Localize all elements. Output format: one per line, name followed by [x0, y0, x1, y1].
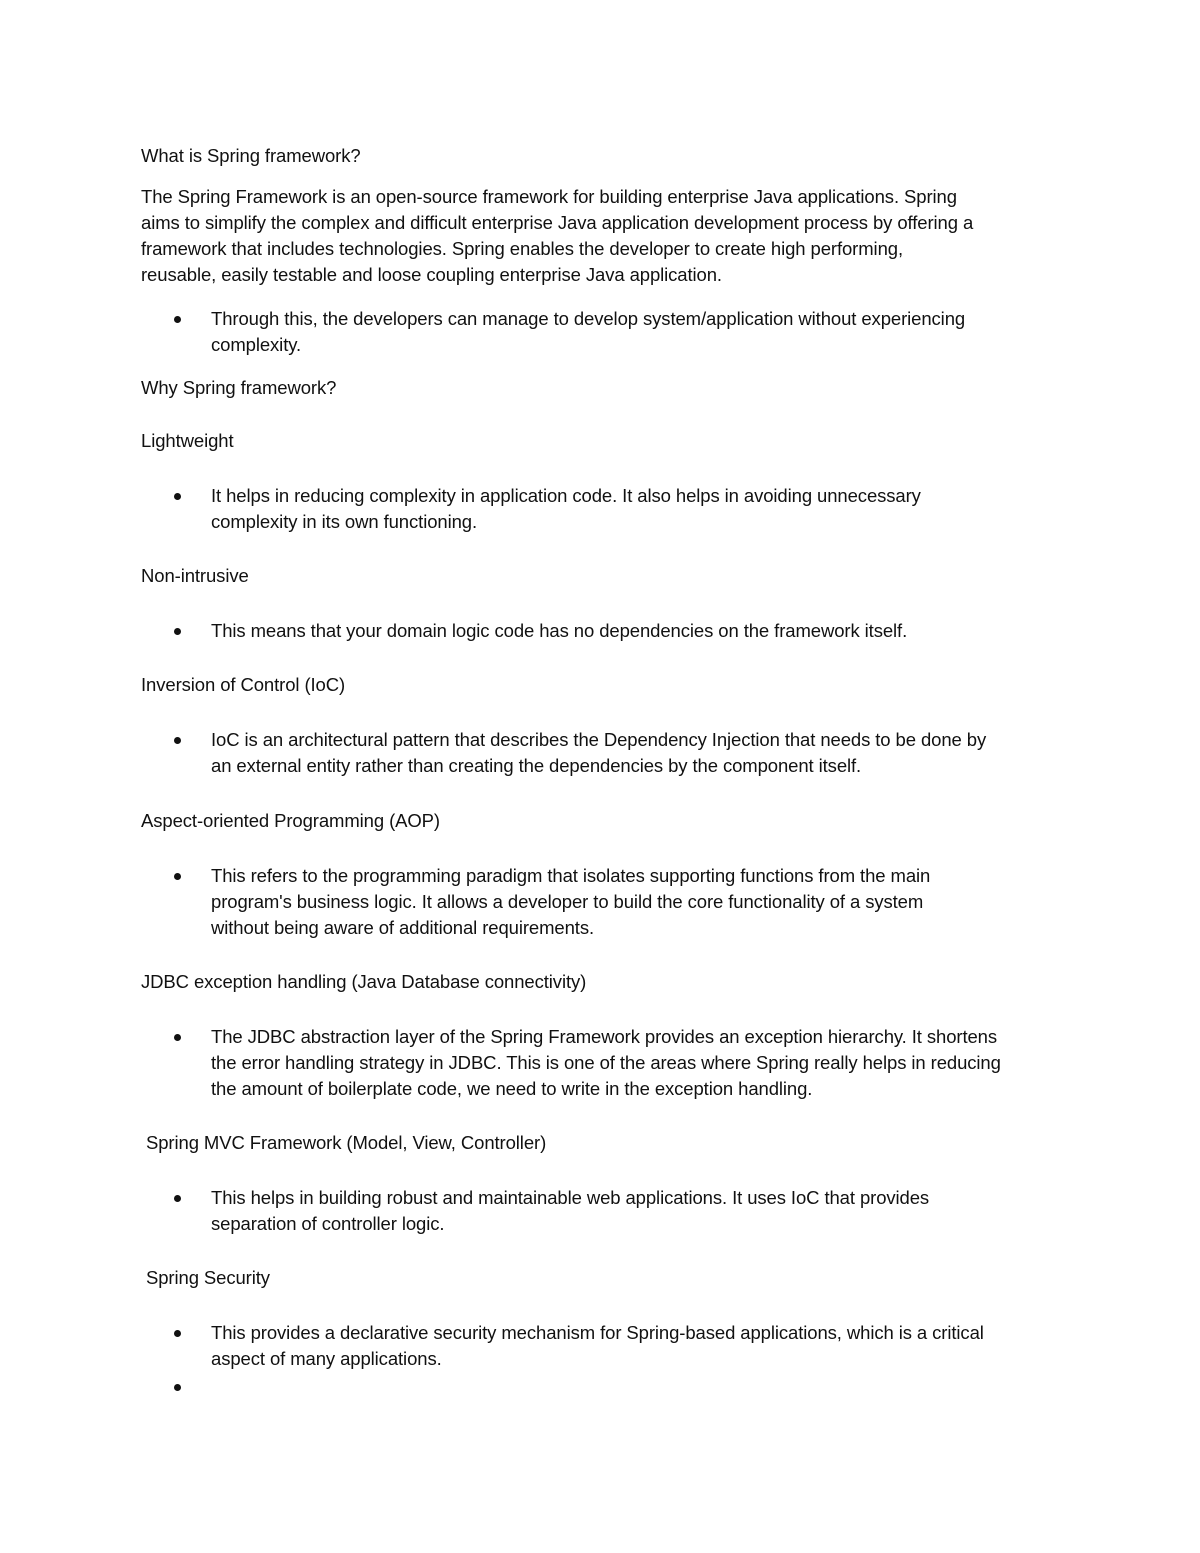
section-title-spring-security: Spring Security	[146, 1267, 270, 1288]
intro-line-1: The Spring Framework is an open-source framework for building enterprise Java applications. Spring	[141, 186, 957, 207]
section-text-line: This helps in building robust and maintainable web applications. It uses IoC that provides	[211, 1187, 930, 1208]
intro-line-3: framework that includes technologies. Spring enables the developer to create high performing,	[141, 238, 903, 259]
section-text-line: This means that your domain logic code has no dependencies on the framework itself.	[211, 620, 908, 641]
intro-bullet-line-2: complexity.	[211, 334, 302, 355]
intro-line-2: aims to simplify the complex and difficult enterprise Java application development process by offering a	[141, 212, 974, 233]
section-text-line: the amount of boilerplate code, we need to write in the exception handling.	[211, 1078, 813, 1099]
section-text-line: aspect of many applications.	[211, 1348, 442, 1369]
section-text-line: The JDBC abstraction layer of the Spring Framework provides an exception hierarchy. It shortens	[211, 1026, 998, 1047]
section-text-line: separation of controller logic.	[211, 1213, 445, 1234]
section-title-spring-mvc: Spring MVC Framework (Model, View, Controller)	[146, 1132, 547, 1153]
bullet-dot-empty	[174, 1384, 181, 1391]
bullet-dot	[174, 1034, 181, 1041]
section-title-lightweight: Lightweight	[141, 430, 234, 451]
section-text-line: program's business logic. It allows a developer to build the core functionality of a system	[211, 891, 924, 912]
intro-bullet-line-1: Through this, the developers can manage to develop system/application without experiencing	[211, 308, 966, 329]
section-title-aop: Aspect-oriented Programming (AOP)	[141, 810, 440, 831]
bullet-dot	[174, 1195, 181, 1202]
bullet-dot	[174, 628, 181, 635]
bullet-dot	[174, 737, 181, 744]
section-text-line: This provides a declarative security mechanism for Spring-based applications, which is a critical	[211, 1322, 984, 1343]
section-text-line: an external entity rather than creating the dependencies by the component itself.	[211, 755, 862, 776]
section-text-line: IoC is an architectural pattern that describes the Dependency Injection that needs to be done by	[211, 729, 987, 750]
section-text-line: It helps in reducing complexity in application code. It also helps in avoiding unnecessary	[211, 485, 921, 506]
bullet-dot	[174, 873, 181, 880]
bullet-dot	[174, 316, 181, 323]
section-text-line: without being aware of additional requirements.	[211, 917, 595, 938]
section-title-jdbc: JDBC exception handling (Java Database connectivity)	[141, 971, 587, 992]
section-text-line: the error handling strategy in JDBC. This is one of the areas where Spring really helps in reducing	[211, 1052, 1001, 1073]
section-title-non-intrusive: Non-intrusive	[141, 565, 249, 586]
intro-line-4: reusable, easily testable and loose coupling enterprise Java application.	[141, 264, 722, 285]
bullet-dot	[174, 1330, 181, 1337]
heading-what-is-spring: What is Spring framework?	[141, 145, 361, 166]
bullet-dot	[174, 493, 181, 500]
heading-why-spring: Why Spring framework?	[141, 377, 337, 398]
section-text-line: complexity in its own functioning.	[211, 511, 478, 532]
section-text-line: This refers to the programming paradigm that isolates supporting functions from the main	[211, 865, 931, 886]
section-title-ioc: Inversion of Control (IoC)	[141, 674, 346, 695]
